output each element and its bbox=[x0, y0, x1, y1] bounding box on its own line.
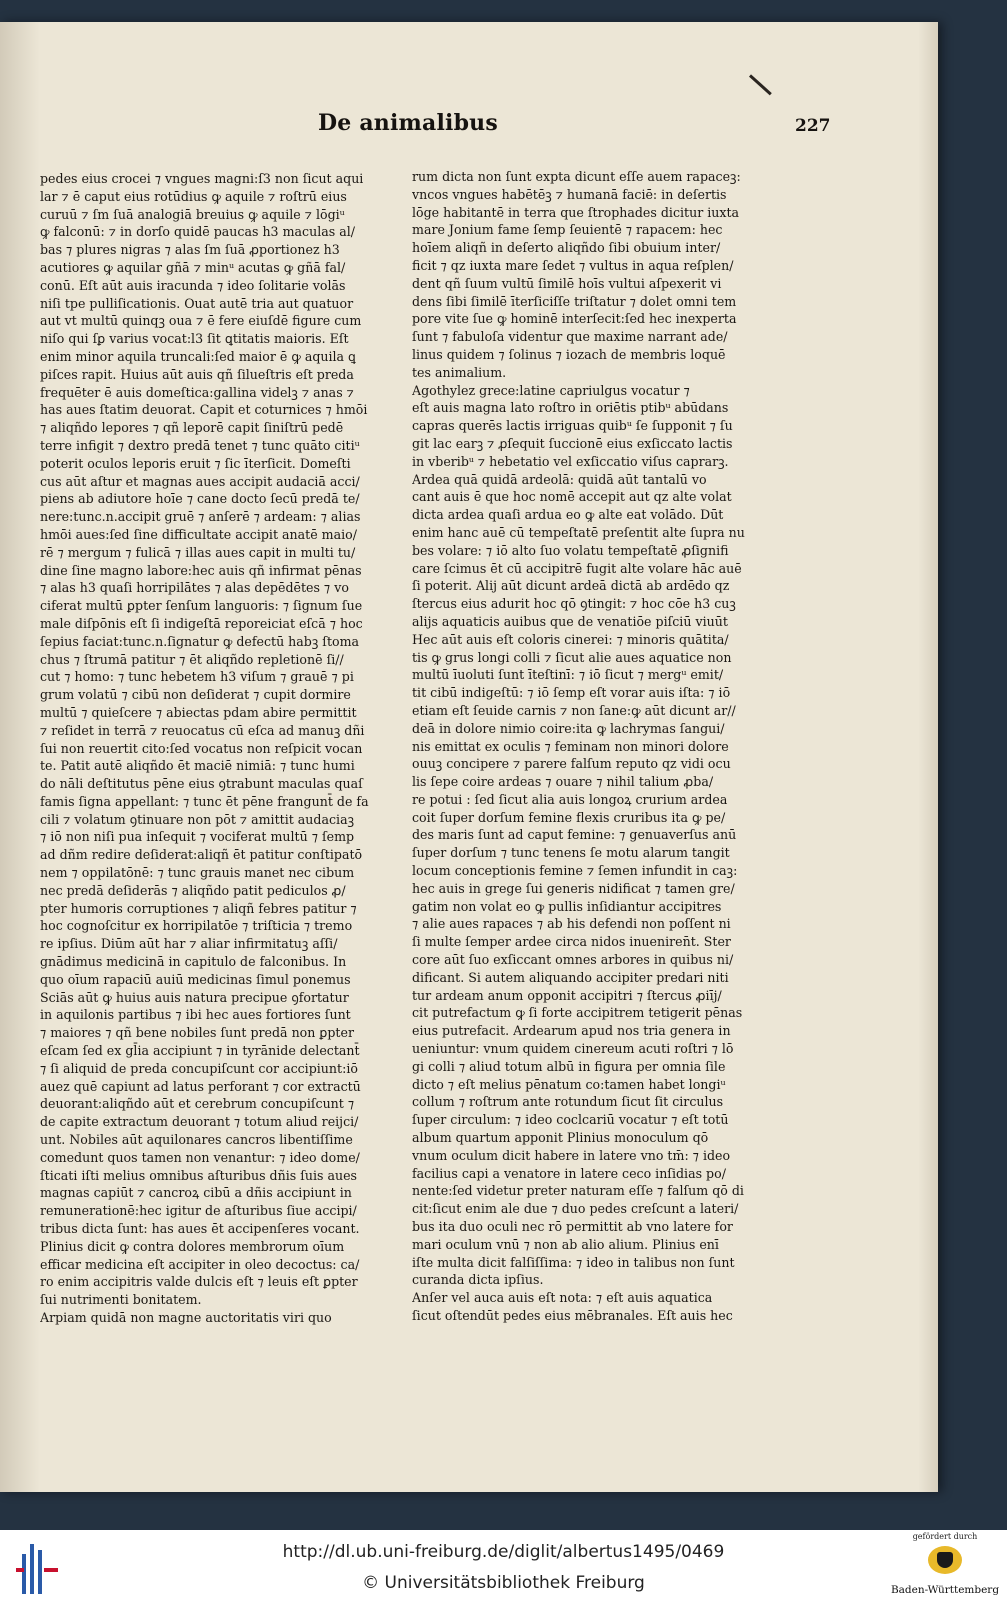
text-line: mare Jonium fame ſemp ſeuientē ⁊ rapacem: hec bbox=[412, 222, 723, 238]
text-line: pedes eius crocei ⁊ vngues magni:ſ3 non ſicut aqui bbox=[40, 171, 364, 186]
text-line: cut ⁊ homo: ⁊ tunc hebetem h3 viſum ⁊ grauē ⁊ pi bbox=[40, 669, 354, 685]
text-line: deuorant:aliqñdo aūt et cerebrum concupiſcunt ⁊ bbox=[40, 1096, 355, 1112]
text-line: nere:tunc.n.accipit gruē ⁊ anſerē ⁊ ardeam: ⁊ alias bbox=[40, 509, 361, 525]
text-line: dicta ardea quaſi ardua eo ꝙ alte eat volādo. Dūt bbox=[412, 507, 724, 523]
text-line: lis ſepe coire ardeas ⁊ ouare ⁊ nihil talium ꝓba/ bbox=[412, 774, 714, 790]
text-line: re ipſius. Diūm aūt har ⁊ aliar infirmitatuꝫ aſſi/ bbox=[40, 936, 338, 952]
text-line: nem ⁊ oppilatōnē: ⁊ tunc grauis manet nec cibum bbox=[40, 865, 355, 881]
text-line: nente:ſed videtur preter naturam eſſe ⁊ falſum qō di bbox=[412, 1183, 744, 1199]
text-line: tribus dicta ſunt: has aues ēt accipenſeres vocant. bbox=[40, 1221, 360, 1237]
text-line: ſunt ⁊ fabuloſa videntur que maxime narrant ade/ bbox=[412, 329, 728, 345]
folio-number: 227 bbox=[795, 116, 831, 136]
text-line: ꝙ falconū: ⁊ in dorſo quidē paucas h3 maculas al/ bbox=[40, 224, 355, 240]
text-line: eius putrefacit. Ardearum apud nos tria genera in bbox=[412, 1023, 731, 1039]
text-line: enim hanc auē cū tempeſtatē preſentit alte ſupra nu bbox=[412, 524, 745, 540]
text-line: acutiores ꝙ aquilar gñā ⁊ minᵘ acutas ꝙ gñā fal/ bbox=[40, 259, 346, 275]
sponsor-block[interactable] bbox=[890, 1532, 1000, 1602]
text-line: lar ⁊ ē caput eius rotūdius ꝙ aquile ⁊ roſtrū eius bbox=[40, 188, 347, 204]
text-line: coit ſuper dorſum femine flexis cruribus ita ꝙ pe/ bbox=[412, 809, 726, 825]
text-line: Ardea quā quidā ardeolā: quidā aūt tantalū vo bbox=[412, 471, 707, 487]
text-line: iſte multa dicit falſiſſima: ⁊ ideo in talibus non ſunt bbox=[412, 1254, 735, 1270]
text-line: de capite extractum deuorant ⁊ totum aliud reijci/ bbox=[40, 1114, 359, 1130]
text-line: niſo qui ſꝑ varius vocat:l3 ſit ꝗtitatis maioris. Eſt bbox=[40, 331, 349, 347]
text-line: cant auis ē que hoc nomē accepit aut qz alte volat bbox=[412, 489, 732, 505]
text-line: ſuper dorſum ⁊ tunc tenens ſe motu alarum tangit bbox=[412, 845, 730, 861]
text-line: bus ita duo oculi nec rō permittit ab vno latere for bbox=[412, 1219, 733, 1235]
running-head: De animalibus bbox=[318, 110, 498, 136]
text-line: ⁊ alie aues rapaces ⁊ ab his defendi non poſſent ni bbox=[412, 916, 731, 932]
text-line: ⁊ reſidet in terrā ⁊ reuocatus cū eſca ad manuꝫ dñi bbox=[40, 722, 365, 738]
text-line: vnum oculum dicit habere in latere vno tm̄: ⁊ ideo bbox=[412, 1147, 731, 1163]
text-line: remunerationē:hec igitur de aſturibus ſiue accipi/ bbox=[40, 1203, 357, 1219]
text-line: dificant. Si autem aliquando accipiter predari niti bbox=[412, 969, 729, 985]
text-line: ro enim accipitris valde dulcis eſt ⁊ leuis eſt ꝑpter bbox=[40, 1274, 358, 1290]
text-line: cit putrefactum ꝙ ſi forte accipitrem tetigerit pēnas bbox=[412, 1005, 743, 1021]
text-line: gatim non volat eo ꝙ pullis inſidiantur accipitres bbox=[412, 898, 722, 914]
footer-bar bbox=[0, 1530, 1007, 1603]
book-page bbox=[0, 22, 938, 1492]
text-line: ſuper circulum: ⁊ ideo coclcariū vocatur ⁊ eſt totū bbox=[412, 1112, 729, 1128]
text-line: etiam eſt ſeuide carnis ⁊ non ſane:ꝙ aūt dicunt ar// bbox=[412, 702, 736, 718]
text-line: cili ⁊ volatum ꝯtinuare non pōt ⁊ amittit audaciaꝫ bbox=[40, 811, 355, 827]
baden-wuerttemberg-crest-icon bbox=[928, 1546, 962, 1574]
text-line: deā in dolore nimio coire:ita ꝙ lachrymas ſangui/ bbox=[412, 720, 725, 736]
text-line: Arpiam quidā non magne auctoritatis viri quo bbox=[40, 1310, 332, 1325]
text-line: unt. Nobiles aūt aquilonares cancros libentiſſime bbox=[40, 1132, 353, 1148]
text-line: des maris ſunt ad caput femine: ⁊ genuaverſus anū bbox=[412, 827, 737, 843]
text-line: collum ⁊ roſtrum ante rotundum ſicut ſit circulus bbox=[412, 1094, 724, 1110]
text-line: tis ꝙ grus longi colli ⁊ ſicut alie aues aquatice non bbox=[412, 649, 732, 665]
text-line: Sciās aūt ꝙ huius auis natura precipue ꝯfortatur bbox=[40, 989, 349, 1005]
text-line: te. Patit autē aliqñdo ēt maciē nimiā: ⁊ tunc humi bbox=[40, 758, 355, 774]
text-column-right bbox=[412, 168, 764, 1325]
text-line: auez quē capiunt ad latus perforant ⁊ cor extractū bbox=[40, 1078, 361, 1094]
text-line: ouuꝫ concipere ⁊ parere falſum reputo qz vidi ocu bbox=[412, 756, 731, 772]
text-line: dine ſine magno labore:hec auis qñ infirmat pēnas bbox=[40, 562, 362, 578]
text-line: bas ⁊ plures nigras ⁊ alas ſm ſuā ꝓportionez h3 bbox=[40, 242, 340, 258]
text-line: ſui nutrimenti bonitatem. bbox=[40, 1292, 202, 1308]
text-line: facilius capi a venatore in latere ceco inſidias po/ bbox=[412, 1165, 726, 1181]
text-line: eſt auis magna lato roſtro in oriētis ptibᵘ abūdans bbox=[412, 400, 729, 416]
text-line: alijs aquaticis auibus que de venatiōe piſciū viuūt bbox=[412, 613, 728, 629]
text-line: has aues ſtatim deuorat. Capit et coturnices ⁊ hmōi bbox=[40, 402, 368, 418]
text-line: ⁊ iō non niſi pua inſequit ⁊ vociferat multū ⁊ ſemp bbox=[40, 829, 355, 845]
text-line: cit:ſicut enim ale due ⁊ duo pedes creſcunt a lateri/ bbox=[412, 1201, 739, 1217]
text-line: rum dicta non ſunt expta dicunt eſſe auem rapaceꝫ: bbox=[412, 169, 741, 184]
text-line: piſces rapit. Huius aūt auis qñ ſilueſtris eſt preda bbox=[40, 366, 354, 382]
text-line: gnādimus medicinā in capitulo de falconibus. In bbox=[40, 954, 347, 970]
text-line: gi colli ⁊ aliud totum albū in figura per omnia ſile bbox=[412, 1058, 726, 1074]
text-line: aut vt multū quinqꝫ oua ⁊ ē fere eiuſdē figure cum bbox=[40, 313, 362, 329]
text-line: ſi multe ſemper ardee circa nidos inueniren̄t. Ster bbox=[412, 934, 731, 950]
text-line: tes animalium. bbox=[412, 364, 507, 380]
text-line: rē ⁊ mergum ⁊ fulicā ⁊ illas aues capit in multi tu/ bbox=[40, 544, 356, 560]
text-line: dent qñ ſuum vultū ſimilē hoīs vultui aſpexerit vi bbox=[412, 275, 722, 291]
text-line: pore vite ſue ꝙ hominē interſecit:ſed hec inexperta bbox=[412, 311, 737, 327]
text-line: ad dñm redire deſiderat:aliqñ ēt patitur conſtipatō bbox=[40, 847, 363, 863]
text-line: vncos vngues habētēꝫ ⁊ humanā faciē: in deſertis bbox=[412, 186, 727, 202]
text-line: ſticati iſti melius omnibus aſturibus dñis ſuis aues bbox=[40, 1167, 358, 1183]
text-line: cus aūt aſtur et magnas aues accipit audaciā acci/ bbox=[40, 473, 360, 489]
text-line: multū ⁊ quieſcere ⁊ abiectas pdam abire permittit bbox=[40, 704, 357, 720]
text-line: locum conceptionis femine ⁊ ſemen infundit in caꝫ: bbox=[412, 863, 738, 879]
text-line: ⁊ alas h3 quaſi horripilātes ⁊ alas depēdētes ⁊ vo bbox=[40, 580, 349, 596]
text-line: ſtercus eius adurit hoc qō ꝯtingit: ⁊ hoc cōe h3 cuꝫ bbox=[412, 596, 736, 612]
text-line: efficar medicina eſt accipiter in oleo decoctus: ca/ bbox=[40, 1256, 360, 1272]
text-line: Agothylez grece:latine capriulgus vocatur ⁊ bbox=[412, 382, 690, 398]
text-line: ⁊ aliqñdo lepores ⁊ qñ leporē capit ſiniſtrū pedē bbox=[40, 420, 344, 436]
text-line: ciferat multū ꝑpter ſenſum languoris: ⁊ ſignum ſue bbox=[40, 598, 363, 614]
text-line: hec auis in grege ſui generis nidificat ⁊ tamen gre/ bbox=[412, 880, 735, 896]
text-line: terre infigit ⁊ dextro predā tenet ⁊ tunc quāto citiᵘ bbox=[40, 437, 360, 453]
text-line: magnas capiūt ⁊ cancroꝝ cibū a dñis accipiunt in bbox=[40, 1185, 352, 1201]
text-line: curanda dicta ipſius. bbox=[412, 1272, 544, 1288]
text-line: dicto ⁊ eſt melius pēnatum co:tamen habet longiᵘ bbox=[412, 1076, 726, 1092]
text-line: ſicut oſtendūt pedes eius mēbranales. Eſt auis hec bbox=[412, 1308, 733, 1323]
text-line: linus quidem ⁊ ſolinus ⁊ iozach de membris loquē bbox=[412, 346, 726, 362]
text-line: comedunt quos tamen non venantur: ⁊ ideo dome/ bbox=[40, 1149, 360, 1165]
text-line: piens ab adiutore hoīe ⁊ cane docto ſecū predā te/ bbox=[40, 491, 360, 507]
text-line: ⁊ maiores ⁊ qñ bene nobiles ſunt predā non ꝑpter bbox=[40, 1025, 354, 1041]
text-line: album quartum apponit Plinius monoculum qō bbox=[412, 1130, 709, 1146]
text-line: capras querēs lactis irriguas quibᵘ ſe ſupponit ⁊ ſu bbox=[412, 418, 733, 434]
text-line: care ſcimus ēt cū accipitrē fugit alte volare hāc auē bbox=[412, 560, 742, 576]
text-line: enim minor aquila truncali:ſed maior ē ꝙ aquila ꝗ bbox=[40, 348, 356, 364]
text-line: Plinius dicit ꝙ contra dolores membrorum oīum bbox=[40, 1238, 345, 1254]
text-line: famis ſigna appellant: ⁊ tunc ēt pēne frangunt̄ de fa bbox=[40, 793, 369, 809]
text-line: niſi tpe pulliſicationis. Ouat autē tria aut quatuor bbox=[40, 295, 354, 311]
text-line: do nāli deſtitutus pēne eius ꝯtrabunt maculas quaſ bbox=[40, 776, 363, 792]
text-line: male diſpōnis eſt ſi indigeſtā reporeiciat eſcā ⁊ hoc bbox=[40, 615, 363, 631]
text-line: hmōi aues:ſed ſine difficultate accipit anatē maio/ bbox=[40, 526, 357, 542]
sponsor-name: Baden-Württemberg bbox=[890, 1584, 1000, 1596]
text-line: chus ⁊ ſtrumā patitur ⁊ ēt aliqñdo repletionē ſi// bbox=[40, 651, 344, 667]
sponsor-label: gefördert durch bbox=[912, 1532, 978, 1541]
text-line: curuū ⁊ ſm ſuā analogiā breuius ꝙ aquile ⁊ lōgiᵘ bbox=[40, 206, 345, 222]
text-line: core aūt ſuo exſiccant omnes arbores in quibus ni/ bbox=[412, 952, 734, 968]
text-line: nis emittat ex oculis ⁊ feminam non minori dolore bbox=[412, 738, 729, 754]
text-line: re potui : ſed ſicut alia auis longoꝝ crurium ardea bbox=[412, 791, 728, 807]
text-line: eſcam ſed ex gl̄ia accipiunt ⁊ in tyrānide delectant̄ bbox=[40, 1043, 360, 1059]
text-line: multū īuoluti ſunt īteſtinī: ⁊ iō ſicut ⁊ mergᵘ emit/ bbox=[412, 667, 724, 683]
text-line: frequēter ē auis domeſtica:gallina videlꝫ ⁊ anas ⁊ bbox=[40, 384, 354, 400]
text-line: conū. Eſt aūt auis iracunda ⁊ ideo ſolitarie volās bbox=[40, 277, 346, 293]
text-line: ſi poterit. Alij aūt dicunt ardeā dictā ab ardēdo qz bbox=[412, 578, 730, 594]
text-line: Anſer vel auca auis eſt nota: ⁊ eſt auis aquatica bbox=[412, 1290, 713, 1306]
text-line: ſepius faciat:tunc.n.ſignatur ꝙ defectū habꝫ ſtoma bbox=[40, 633, 360, 649]
permalink-url[interactable]: http://dl.ub.uni-freiburg.de/diglit/albertus1495/0469 bbox=[282, 1542, 725, 1562]
copyright-notice: © Universitätsbibliothek Freiburg bbox=[362, 1573, 645, 1593]
text-line: lōge habitantē in terra que ſtrophades dicitur iuxta bbox=[412, 204, 740, 220]
text-line: ſui non reuertit cito:ſed vocatus non reſpicit vocan bbox=[40, 740, 363, 756]
text-column-left bbox=[40, 170, 390, 1327]
text-line: dens ſibi ſimilē īterſiciſſe triſtatur ⁊ dolet omni tem bbox=[412, 293, 737, 309]
text-line: mari oculum vnū ⁊ non ab alio alium. Plinius enī bbox=[412, 1236, 719, 1252]
text-line: pter humoris corruptiones ⁊ aliqñ febres patitur ⁊ bbox=[40, 900, 357, 916]
text-line: tur ardeam anum opponit accipitri ⁊ ſtercus ꝓiīj/ bbox=[412, 987, 722, 1003]
text-line: poterit oculos leporis eruit ⁊ ſic īterſicit. Domeſti bbox=[40, 455, 351, 471]
text-line: bes volare: ⁊ iō alto ſuo volatu tempeſtatē ꝓſignifi bbox=[412, 542, 729, 558]
text-line: Hec aūt auis eſt coloris cinerei: ⁊ minoris quātita/ bbox=[412, 631, 729, 647]
text-line: ueniuntur: vnum quidem cinereum acuti roſtri ⁊ lō bbox=[412, 1041, 734, 1057]
text-line: hoc cognoſcitur ex horripilatōe ⁊ triſticia ⁊ tremo bbox=[40, 918, 353, 934]
text-line: git lac earꝫ ⁊ ꝓſequit ſuccionē eius exſiccato lactis bbox=[412, 435, 733, 451]
text-line: grum volatū ⁊ cibū non deſiderat ⁊ cupit dormire bbox=[40, 687, 351, 703]
text-line: nec predā deſiderās ⁊ aliqñdo patit pediculos ꝓ/ bbox=[40, 882, 346, 898]
text-line: quo oīum rapaciū auiū medicinas ſimul ponemus bbox=[40, 971, 351, 987]
text-line: ⁊ ſi aliquid de preda concupiſcunt cor accipiunt:iō bbox=[40, 1060, 358, 1076]
ink-mark bbox=[749, 74, 772, 95]
text-line: tit cibū indigeſtū: ⁊ iō ſemp eſt vorar auis iſta: ⁊ iō bbox=[412, 685, 731, 701]
text-line: in vberibᵘ ⁊ hebetatio vel exſiccatio viſus caprarꝫ. bbox=[412, 453, 729, 469]
text-line: in aquilonis partibus ⁊ ibi hec aues fortiores ſunt bbox=[40, 1007, 351, 1023]
text-line: hoīem aliqñ in deſerto aliqñdo ſibi obuium inter/ bbox=[412, 240, 721, 256]
text-line: ficit ⁊ qz iuxta mare ſedet ⁊ vultus in aqua reſplen/ bbox=[412, 257, 734, 273]
